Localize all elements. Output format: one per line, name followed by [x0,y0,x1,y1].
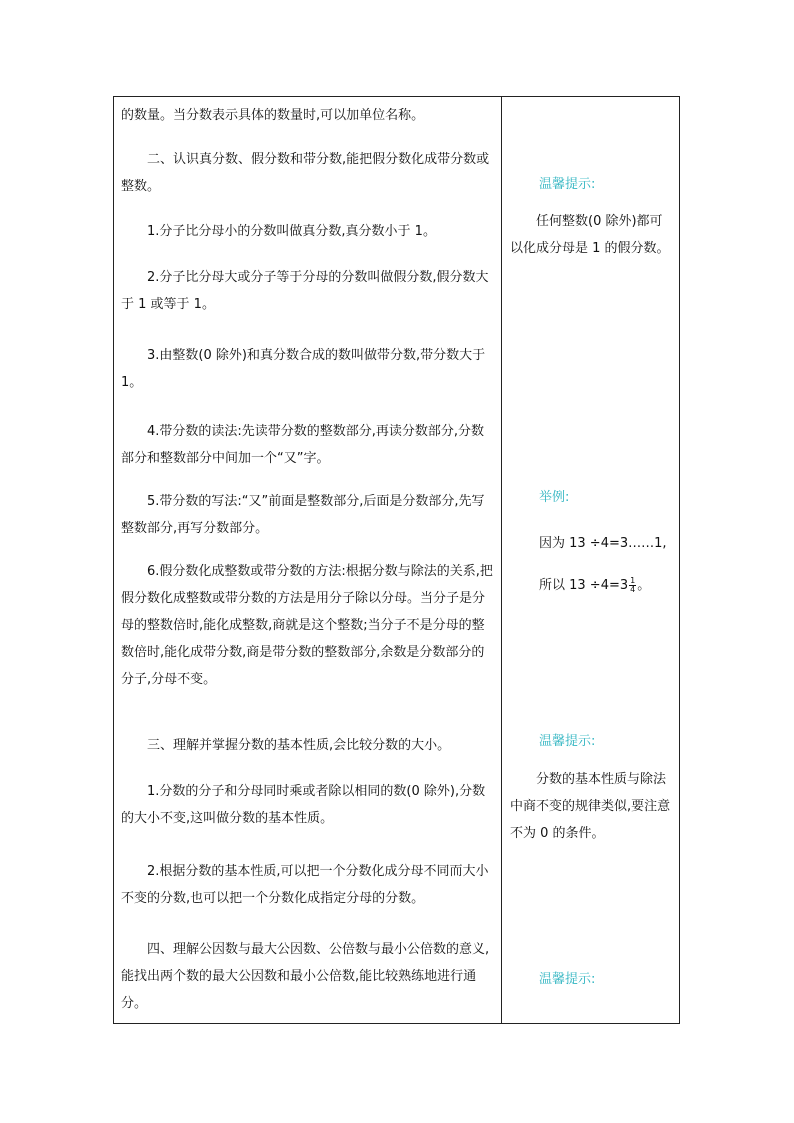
example-line-2-suffix: 。 [637,578,651,593]
paragraph-5: 4.带分数的读法:先读带分数的整数部分,再读分数部分,分数部分和整数部分中间加一个“又”字。 [121,424,485,466]
paragraph-8: 三、理解并掌握分数的基本性质,会比较分数的大小。 [147,738,451,753]
paragraph-3: 2.分子比分母大或分子等于分母的分数叫做假分数,假分数大于 1 或等于 1。 [121,270,489,312]
tip-title-3: 温馨提示: [539,972,596,987]
fraction-denominator: 4 [630,585,636,594]
example-line-2 [539,574,650,594]
paragraph-4: 3.由整数(0 除外)和真分数合成的数叫做带分数,带分数大于 1。 [121,348,486,390]
paragraph-7: 6.假分数化成整数或带分数的方法:根据分数与除法的关系,把假分数化成整数或带分数的方法是用分子除以分母。当分子是分母的整数倍时,能化成整数,商就是这个整数;当分子不是分母的整数倍时,能化成带分数,商是带分数的整数部分,余数是分数部分的分子,分母不变。 [121,564,493,687]
tip-title-1: 温馨提示: [539,177,596,192]
tip-text-1: 任何整数(0 除外)都可以化成分母是 1 的假分数。 [510,214,670,256]
fraction-numerator: 1 [630,576,636,585]
paragraph-1: 二、认识真分数、假分数和带分数,能把假分数化成带分数或整数。 [121,152,490,194]
paragraph-11: 四、理解公因数与最大公因数、公倍数与最小公倍数的意义,能找出两个数的最大公因数和最小公倍数,能比较熟练地进行通分。 [121,942,490,1011]
example-title: 举例: [539,490,570,505]
example-line-2-prefix: 所以 13 ÷4=3 [539,578,629,593]
paragraph-6: 5.带分数的写法:“又”前面是整数部分,后面是分数部分,先写整数部分,再写分数部分。 [121,494,485,536]
paragraph-0: 的数量。当分数表示具体的数量时,可以加单位名称。 [121,108,425,123]
paragraph-2: 1.分子比分母小的分数叫做真分数,真分数小于 1。 [147,224,436,239]
example-line-1: 因为 13 ÷4=3……1, [539,536,667,551]
paragraph-10: 2.根据分数的基本性质,可以把一个分数化成分母不同而大小不变的分数,也可以把一个分数化成指定分母的分数。 [121,864,489,906]
tip-text-2: 分数的基本性质与除法中商不变的规律类似,要注意不为 0 的条件。 [510,772,671,841]
tip-title-2: 温馨提示: [539,734,596,749]
column-divider [501,96,502,1024]
fraction [629,577,636,594]
paragraph-9: 1.分数的分子和分母同时乘或者除以相同的数(0 除外),分数的大小不变,这叫做分数的基本性质。 [121,784,486,826]
